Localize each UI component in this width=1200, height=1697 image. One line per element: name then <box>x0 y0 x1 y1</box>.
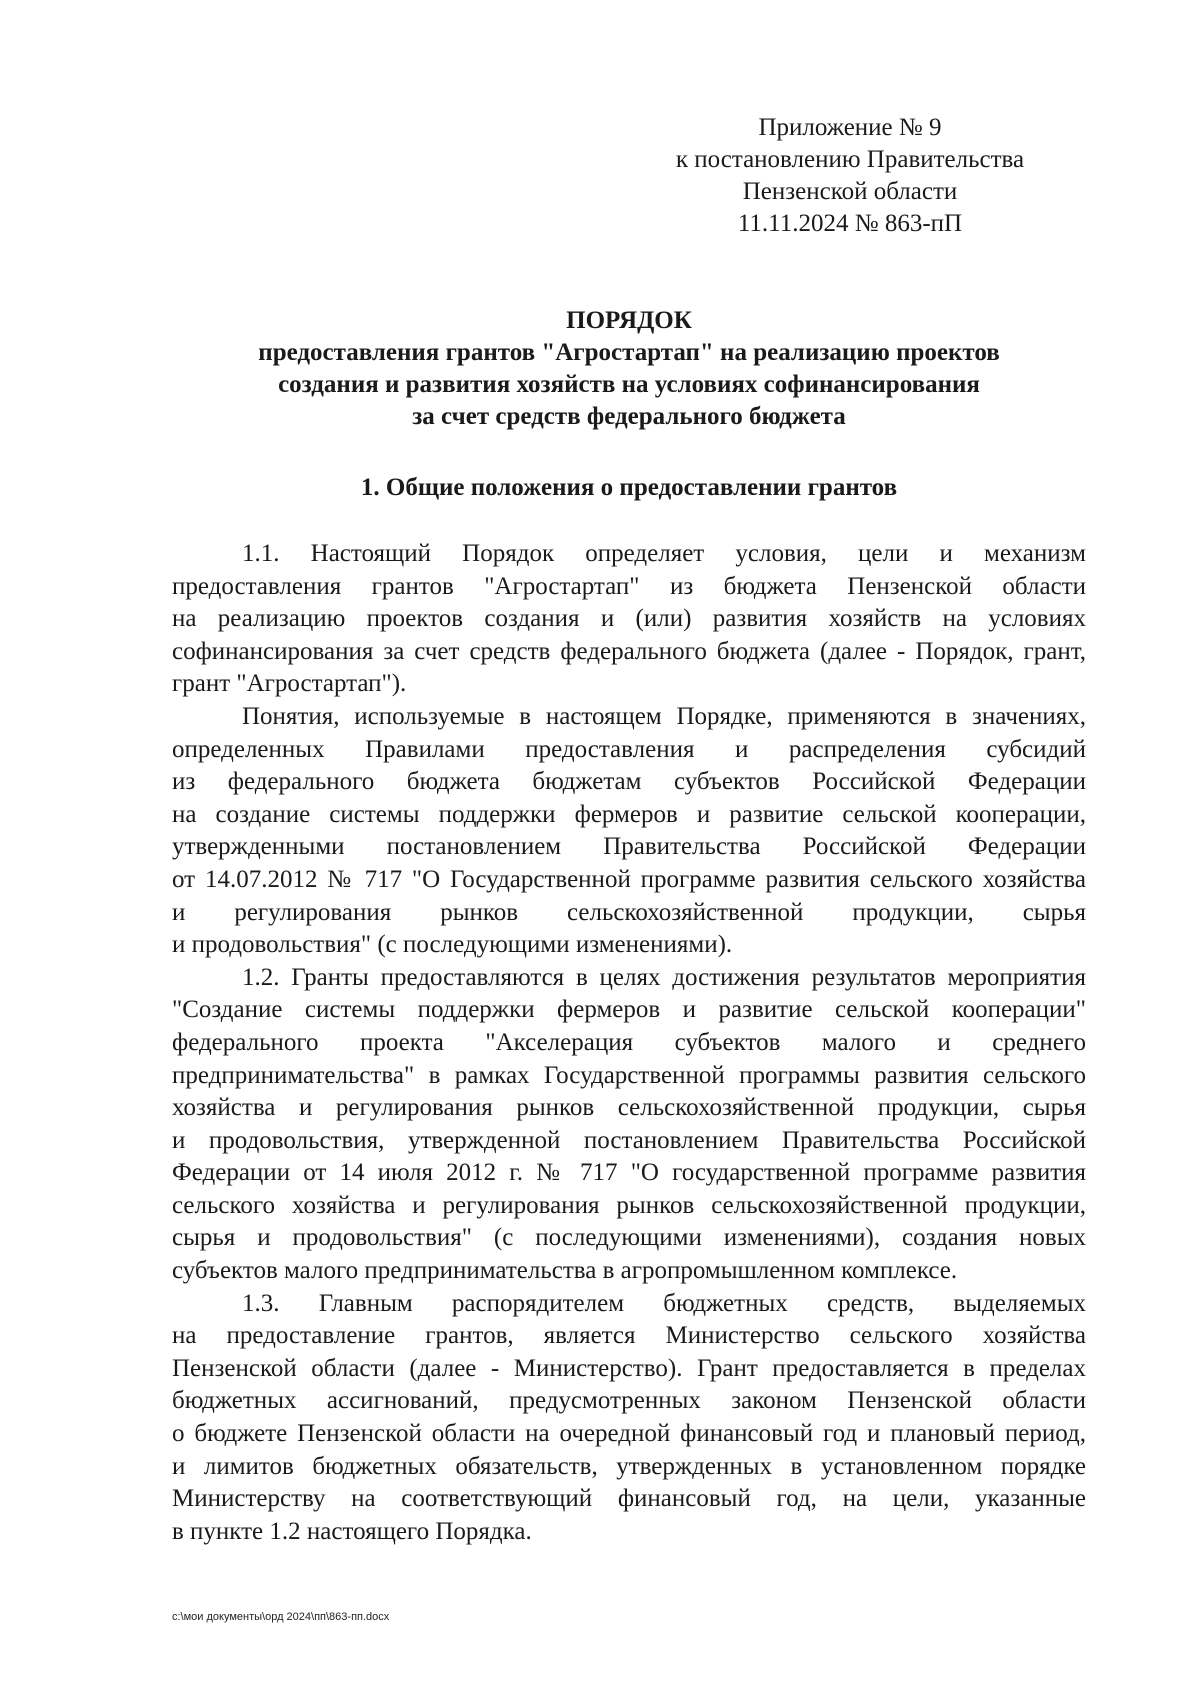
text-line: грант "Агростартап"). <box>172 670 407 698</box>
title-line: создания и развития хозяйств на условиях софинансирования <box>278 371 980 398</box>
text-line: и продовольствия" (с последующими изменениями). <box>172 931 733 959</box>
text-line: утвержденными постановлением Правительства Российской Федерации <box>172 833 1086 861</box>
text-line: бюджетных ассигнований, предусмотренных законом Пензенской области <box>172 1387 1086 1415</box>
appendix-line: Пензенской области <box>742 178 958 205</box>
title-line: за счет средств федерального бюджета <box>412 403 846 430</box>
text-line: 1.1. Настоящий Порядок определяет условия, цели и механизм <box>242 540 1086 567</box>
text-line: в пункте 1.2 настоящего Порядка. <box>172 1517 532 1545</box>
text-line: софинансирования за счет средств федерального бюджета (далее - Порядок, грант, <box>172 637 1086 665</box>
text-line: Федерации от 14 июля 2012 г. № 717 "О государственной программе развития <box>172 1159 1086 1187</box>
title-line: предоставления грантов "Агростартап" на реализацию проектов <box>258 339 1000 366</box>
text-line: субъектов малого предпринимательства в агропромышленном комплексе. <box>172 1257 958 1285</box>
text-line: сельского хозяйства и регулирования рынков сельскохозяйственной продукции, <box>172 1191 1086 1219</box>
text-line: 1.3. Главным распорядителем бюджетных средств, выделяемых <box>242 1289 1086 1317</box>
text-line: из федерального бюджета бюджетам субъектов Российской Федерации <box>172 768 1086 796</box>
paragraph-definitions <box>172 701 1086 962</box>
text-line: и регулирования рынков сельскохозяйственной продукции, сырья <box>172 898 1086 926</box>
text-line: и лимитов бюджетных обязательств, утвержденных в установленном порядке <box>172 1452 1086 1480</box>
text-line: 1.2. Гранты предоставляются в целях достижения результатов мероприятия <box>242 963 1086 991</box>
appendix-line: Приложение № 9 <box>758 114 942 141</box>
text-line: от 14.07.2012 № 717 "О Государственной программе развития сельского хозяйства <box>172 865 1086 893</box>
text-line: на создание системы поддержки фермеров и развитие сельской кооперации, <box>172 800 1086 828</box>
document-title <box>172 305 1086 433</box>
appendix-line: 11.11.2024 № 863-пП <box>737 210 963 237</box>
text-line: Понятия, используемые в настоящем Порядке, применяются в значениях, <box>242 702 1086 730</box>
text-line: "Создание системы поддержки фермеров и развитие сельской кооперации" <box>172 996 1086 1024</box>
section-heading: 1. Общие положения о предоставлении грантов <box>360 474 898 501</box>
file-path-footer: c:\мои документы\орд 2024\пп\863-пп.docx <box>172 1611 390 1623</box>
appendix-header <box>600 112 1100 240</box>
paragraph-1-2 <box>172 962 1086 1288</box>
text-line: федерального проекта "Акселерация субъектов малого и среднего <box>172 1028 1086 1056</box>
text-line: о бюджете Пензенской области на очередной финансовый год и плановый период, <box>172 1420 1086 1448</box>
text-line: предпринимательства" в рамках Государственной программы развития сельского <box>172 1061 1086 1089</box>
paragraph-1-3 <box>172 1288 1086 1549</box>
text-line: и продовольствия, утвержденной постановлением Правительства Российской <box>172 1126 1086 1154</box>
text-line: хозяйства и регулирования рынков сельскохозяйственной продукции, сырья <box>172 1094 1086 1122</box>
appendix-line: к постановлению Правительства <box>675 146 1025 173</box>
paragraph-1-1 <box>172 538 1086 701</box>
text-line: Министерству на соответствующий финансовый год, на цели, указанные <box>172 1485 1086 1513</box>
text-line: сырья и продовольствия" (с последующими изменениями), создания новых <box>172 1224 1086 1252</box>
text-line: предоставления грантов "Агростартап" из бюджета Пензенской области <box>172 572 1086 600</box>
text-line: на предоставление грантов, является Министерство сельского хозяйства <box>172 1322 1086 1350</box>
text-line: определенных Правилами предоставления и распределения субсидий <box>172 735 1086 763</box>
title-line: ПОРЯДОК <box>566 307 692 334</box>
text-line: на реализацию проектов создания и (или) развития хозяйств на условиях <box>172 605 1086 633</box>
text-line: Пензенской области (далее - Министерство). Грант предоставляется в пределах <box>172 1354 1086 1382</box>
body-text <box>172 538 1086 1548</box>
